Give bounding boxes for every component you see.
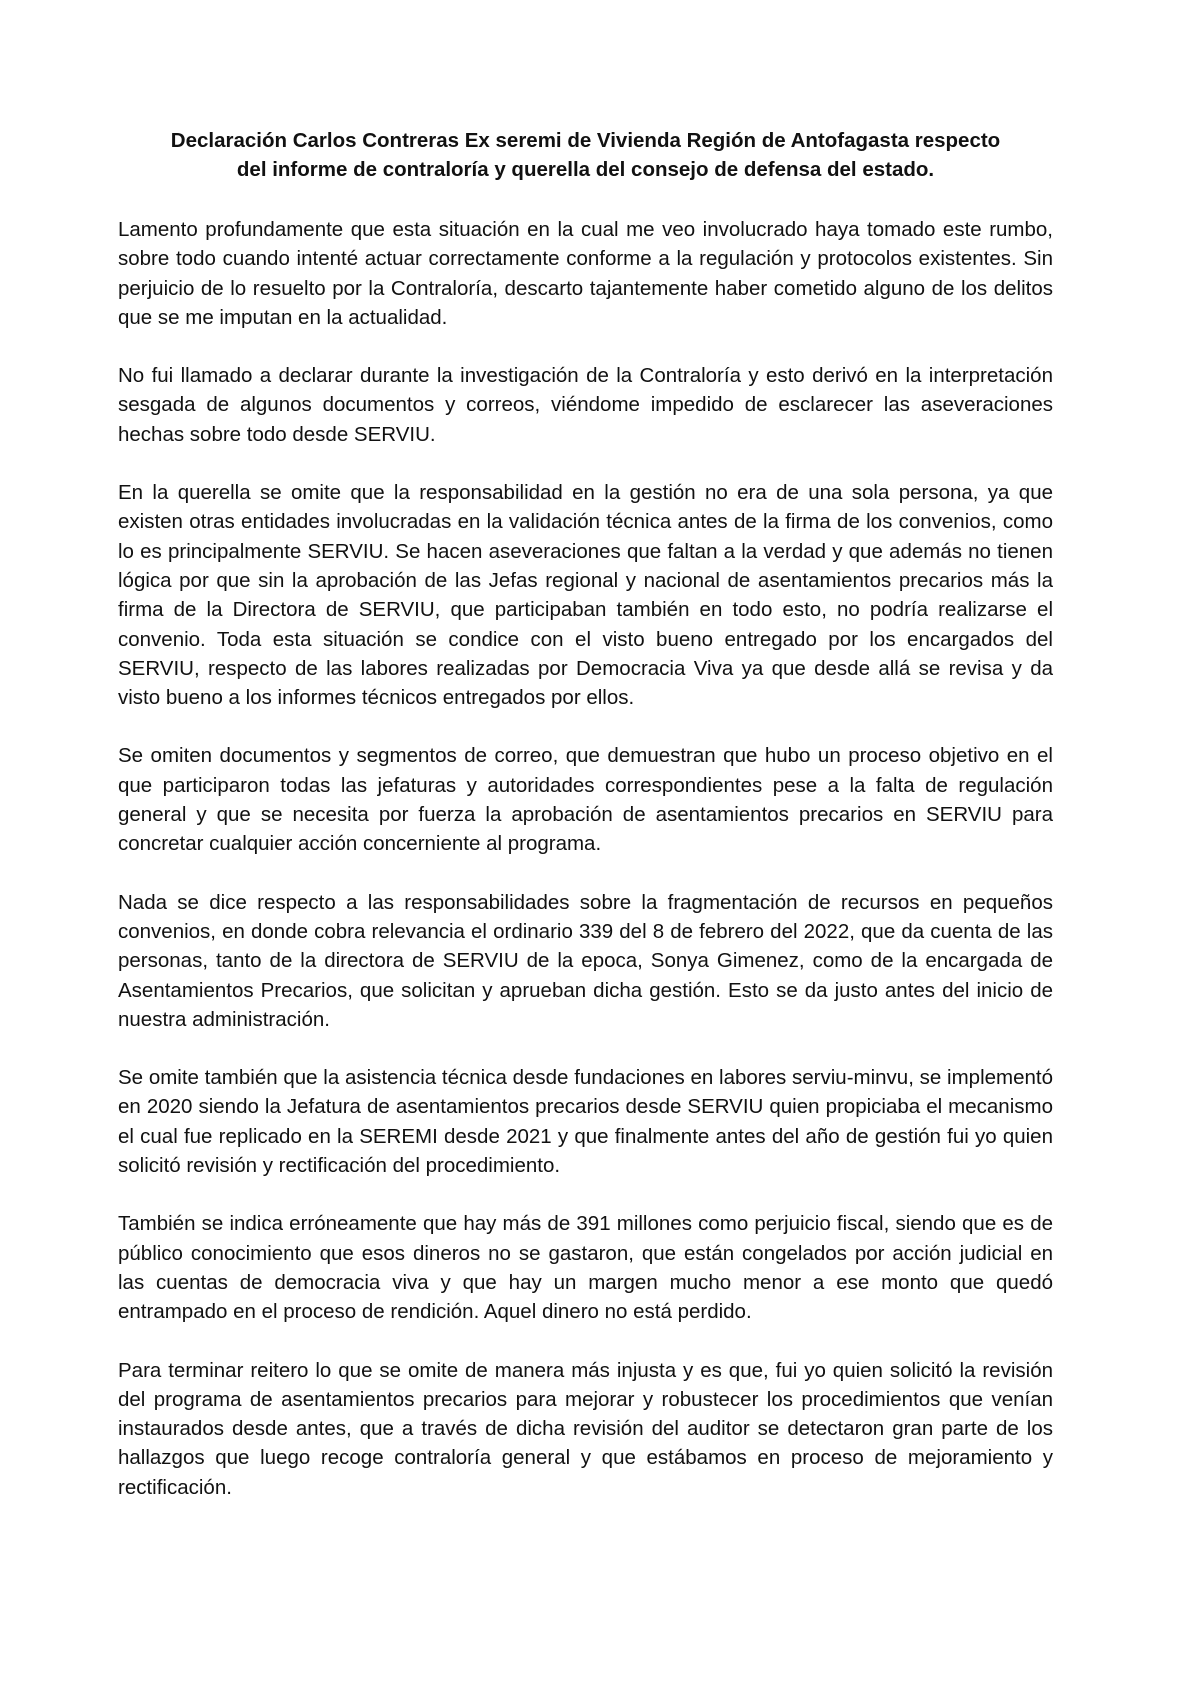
title-line-1: Declaración Carlos Contreras Ex seremi de Vivienda Región de Antofagasta respecto xyxy=(170,129,1001,152)
paragraph-3: En la querella se omite que la responsabilidad en la gestión no era de una sola persona, ya que existen otras entidades involucradas en la validación técnica antes de la firma de los convenios, como lo es principalmente SERVIU. Se hacen aseveraciones que faltan a la verdad y que además no tienen lógica por que sin la aprobación de las Jefas regional y nacional de asentamientos precarios más la firma de la Directora de SERVIU, que participaban también en todo esto, no podría realizarse el convenio. Toda esta situación se condice con el visto bueno entregado por los encargados del SERVIU, respecto de las labores realizadas por Democracia Viva ya que desde allá se revisa y da visto bueno a los informes técnicos entregados por ellos. xyxy=(118,481,1053,710)
paragraph-6: Se omite también que la asistencia técnica desde fundaciones en labores serviu-minvu, se implementó en 2020 siendo la Jefatura de asentamientos precarios desde SERVIU quien propiciaba el mecanismo el cual fue replicado en la SEREMI desde 2021 y que finalmente antes del año de gestión fui yo quien solicitó revisión y rectificación del procedimiento. xyxy=(118,1066,1053,1178)
paragraph-4: Se omiten documentos y segmentos de correo, que demuestran que hubo un proceso objetivo en el que participaron todas las jefaturas y autoridades correspondientes pese a la falta de regulación general y que se necesita por fuerza la aprobación de asentamientos precarios en SERVIU para concretar cualquier acción concerniente al programa. xyxy=(118,744,1053,856)
paragraph-2: No fui llamado a declarar durante la investigación de la Contraloría y esto derivó en la interpretación sesgada de algunos documentos y correos, viéndome impedido de esclarecer las aseveraciones hechas sobre todo desde SERVIU. xyxy=(118,364,1053,446)
document-title xyxy=(118,126,1053,184)
title-line-2: del informe de contraloría y querella del consejo de defensa del estado. xyxy=(236,158,935,181)
document-body xyxy=(118,126,1053,1502)
paragraph-7: También se indica erróneamente que hay más de 391 millones como perjuicio fiscal, siendo que es de público conocimiento que esos dineros no se gastaron, que están congelados por acción judicial en las cuentas de democracia viva y que hay un margen mucho menor a ese monto que quedó entrampado en el proceso de rendición. Aquel dinero no está perdido. xyxy=(118,1212,1053,1324)
paragraph-8: Para terminar reitero lo que se omite de manera más injusta y es que, fui yo quien solicitó la revisión del programa de asentamientos precarios para mejorar y robustecer los procedimientos que venían instaurados desde antes, que a través de dicha revisión del auditor se detectaron gran parte de los hallazgos que luego recoge contraloría general y que estábamos en proceso de mejoramiento y rectificación. xyxy=(118,1358,1053,1499)
paragraph-1: Lamento profundamente que esta situación en la cual me veo involucrado haya tomado este rumbo, sobre todo cuando intenté actuar correctamente conforme a la regulación y protocolos existentes. Sin perjuicio de lo resuelto por la Contraloría, descarto tajantemente haber cometido alguno de los delitos que se me imputan en la actualidad. xyxy=(118,218,1053,329)
paragraph-5: Nada se dice respecto a las responsabilidades sobre la fragmentación de recursos en pequeños convenios, en donde cobra relevancia el ordinario 339 del 8 de febrero del 2022, que da cuenta de las personas, tanto de la directora de SERVIU de la epoca, Sonya Gimenez, como de la encargada de Asentamientos Precarios, que solicitan y aprueban dicha gestión. Esto se da justo antes del inicio de nuestra administración. xyxy=(118,890,1053,1031)
